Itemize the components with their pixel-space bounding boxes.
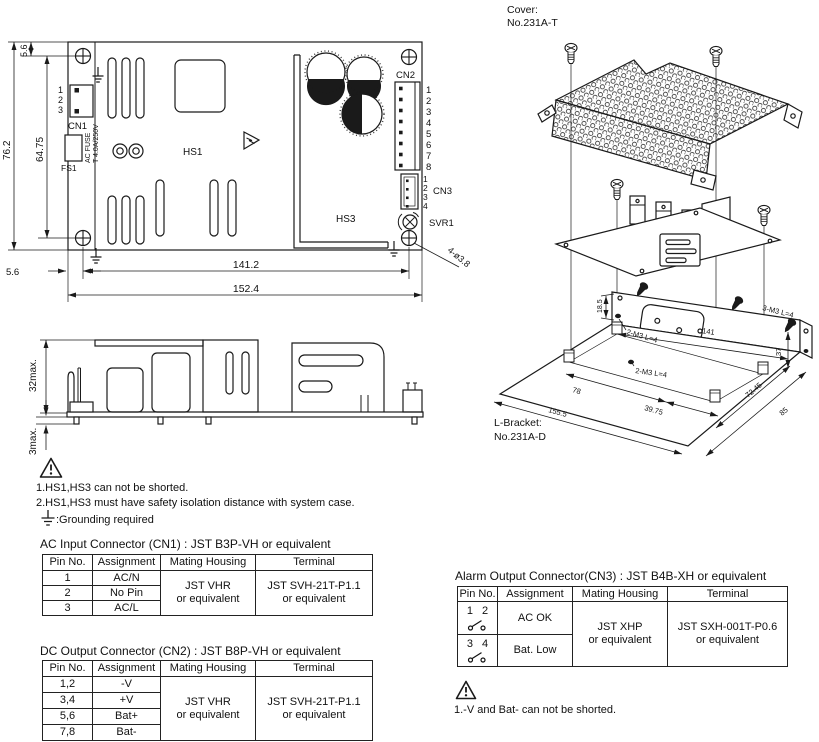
pcb-screw-icon (611, 179, 623, 199)
table-header-row (458, 587, 788, 602)
terminal-cell (256, 571, 373, 616)
screw-spec-2m3: 2-M3 L=4 (634, 366, 668, 380)
dim-18-5: 18.5 (597, 299, 604, 313)
standoff-icon (564, 350, 574, 362)
pin-cell: 1,2 (43, 677, 93, 693)
cover-part-number: No.231A-T (507, 17, 558, 29)
assignment-cell: Bat. Low (498, 635, 573, 667)
housing-line: or equivalent (176, 593, 240, 605)
cn3-connector (401, 174, 452, 211)
dim-pin-length: 3max. (28, 427, 39, 455)
hs3-label: HS3 (336, 214, 356, 225)
cn1-label: CN1 (68, 121, 88, 132)
mounting-screw-icon (402, 50, 417, 65)
note-line-1: 1.HS1,HS3 can not be shorted. (36, 482, 189, 494)
chassis-feet (74, 417, 417, 424)
cn3-pin-label: 1 (423, 174, 428, 184)
cn2-connector (395, 70, 431, 173)
cn3-pin-label: 2 (423, 183, 428, 193)
cn1-table (42, 554, 373, 616)
standoff-icon (710, 390, 720, 402)
pin-numbers: 3 4 (466, 637, 489, 650)
cn1-pin-label: 1 (57, 85, 63, 95)
dim-72-45: 72.45 (743, 380, 764, 400)
cover-perforated (538, 60, 802, 190)
cn2-pin-label: 7 (426, 151, 432, 162)
cn2-pin-label: 5 (426, 129, 432, 140)
housing-cell (161, 571, 256, 616)
cn2-table-title: DC Output Connector (CN2) : JST B8P-VH or equivalent (40, 644, 341, 658)
assignment-cell: -V (93, 677, 161, 693)
terminal-cell (668, 602, 788, 667)
cover-screw-icon (565, 43, 577, 63)
col-header: Pin No. (43, 555, 93, 571)
housing-cell (573, 602, 668, 667)
exploded-view-drawing (494, 4, 812, 456)
cn3-pin-label: 4 (423, 201, 428, 211)
cn2-pin-label: 1 (426, 85, 432, 96)
cn1-table-title: AC Input Connector (CN1) : JST B3P-VH or equivalent (40, 537, 331, 551)
side-view-drawing (28, 340, 423, 455)
table-row (43, 677, 373, 693)
cn1-pin-label: 2 (57, 95, 63, 105)
pin-numbers: 1 2 (466, 605, 489, 618)
top-view-drawing (2, 42, 472, 302)
pin-cell (458, 602, 498, 635)
pin-cell: 5,6 (43, 709, 93, 725)
fuse-rating-label: T 4.0A/250V (93, 124, 100, 163)
col-header: Terminal (668, 587, 788, 602)
cn3-table-title: Alarm Output Connector(CN3) : JST B4B-XH or equivalent (455, 569, 767, 583)
assignment-cell: AC/L (93, 601, 161, 616)
housing-line: JST XHP (597, 621, 643, 634)
relay-contact-icon (467, 651, 489, 663)
cn3-label: CN3 (433, 186, 453, 197)
dim-width-total: 152.4 (232, 283, 260, 295)
terminal-line: or equivalent (696, 634, 759, 646)
table-row (43, 571, 373, 586)
col-header: Mating Housing (161, 661, 256, 677)
pin-cell: 2 (43, 586, 93, 601)
housing-line: or equivalent (176, 708, 240, 721)
mounting-screw-icon (76, 49, 91, 64)
cn2-table (42, 660, 373, 741)
housing-line: JST VHR (185, 695, 231, 708)
chassis-base (67, 412, 423, 417)
cn3-pin-label: 3 (423, 192, 428, 202)
cn2-label: CN2 (396, 70, 416, 81)
col-header: Assignment (93, 555, 161, 571)
terminal-line: or equivalent (282, 708, 346, 721)
warning-triangle-icon (38, 456, 64, 480)
warning-triangle-icon (454, 679, 478, 701)
screw-spec-2m3: 2-M3 L=4 (625, 327, 659, 345)
cn2-pin-label: 6 (426, 140, 432, 151)
col-header: Mating Housing (573, 587, 668, 602)
hs1-label: HS1 (183, 147, 203, 158)
side-view-dimensions (28, 340, 95, 455)
mounting-hole-dim: 4-ø3.8 (445, 244, 473, 270)
grounding-note: :Grounding required (56, 514, 154, 526)
cn1-pin-label: 3 (57, 105, 63, 115)
pcb-screw-icon (758, 205, 770, 225)
terminal-cell (256, 677, 373, 741)
fuse-rating-label: AC FUSE (85, 132, 92, 163)
dim-left-offset: 5.6 (6, 267, 20, 278)
terminal-line: JST SVH-21T-P1.1 (267, 695, 361, 708)
dim-side-height: 32max. (28, 359, 39, 392)
cn2-pin-label: 3 (426, 107, 432, 118)
pin-cell: 3 (43, 601, 93, 616)
assignment-cell: AC OK (498, 602, 573, 635)
pcb-assembly (556, 196, 780, 276)
col-header: Pin No. (43, 661, 93, 677)
cover-title: Cover: (507, 4, 538, 16)
terminal-line: JST SXH-001T-P0.6 (677, 621, 778, 634)
top-view-dimensions-bottom (6, 247, 422, 302)
side-components (68, 340, 422, 412)
cover-screw-icon (710, 46, 722, 66)
col-header: Assignment (498, 587, 573, 602)
ground-icon (41, 510, 55, 527)
cn3-table (457, 586, 788, 667)
note-line-2: 2.HS1,HS3 must have safety isolation distance with system case. (36, 497, 355, 509)
cn2-pin-label: 2 (426, 96, 432, 107)
dim-39-75: 39.75 (643, 403, 664, 417)
housing-line: or equivalent (588, 634, 652, 646)
mounting-screw-icon (76, 231, 91, 246)
dim-37: 37 (774, 347, 783, 356)
pin-cell: 3,4 (43, 693, 93, 709)
dim-78: 78 (571, 385, 582, 397)
assignment-cell: No Pin (93, 586, 161, 601)
dim-top-offset: 5.6 (19, 44, 29, 57)
table-row (458, 602, 788, 635)
cn2-pin-label: 8 (426, 162, 432, 173)
standoff-icon (612, 322, 622, 334)
housing-cell (161, 677, 256, 741)
dim-85: 85 (777, 405, 790, 418)
dim-hole-span: 141.2 (232, 259, 260, 271)
pin-cell: 7,8 (43, 725, 93, 741)
terminal-line: JST SVH-21T-P1.1 (267, 580, 361, 593)
pin-cell (458, 635, 498, 667)
dim-141: 141 (701, 326, 716, 337)
dim-height-total: 76.2 (2, 140, 13, 160)
assignment-cell: Bat+ (93, 709, 161, 725)
col-header: Terminal (256, 661, 373, 677)
bracket-title: L-Bracket: (494, 417, 542, 429)
assignment-cell: Bat- (93, 725, 161, 741)
dim-155-5: 155.5 (547, 405, 568, 419)
cn2-pin-label: 4 (426, 118, 432, 129)
relay-contact-icon (467, 619, 489, 631)
standoff-icon (758, 362, 768, 374)
assignment-cell: AC/N (93, 571, 161, 586)
col-header: Pin No. (459, 587, 496, 600)
pin-cell: 1 (43, 571, 93, 586)
table-header-row (43, 661, 373, 677)
bracket-part-number: No.231A-D (494, 431, 546, 443)
dim-screw-span: 64.75 (35, 136, 46, 162)
col-header: Assignment (93, 661, 161, 677)
fs1-label: FS1 (61, 163, 77, 173)
terminal-line: or equivalent (282, 593, 346, 605)
col-header: Mating Housing (161, 555, 256, 571)
table-header-row (43, 555, 373, 571)
alarm-note: 1.-V and Bat- can not be shorted. (454, 704, 617, 716)
svr1-label: SVR1 (429, 218, 454, 229)
col-header: Terminal (256, 555, 373, 571)
assignment-cell: +V (93, 693, 161, 709)
transformer-block (660, 234, 700, 266)
housing-line: JST VHR (185, 580, 231, 593)
screw-spec-3m3: 3-M3 L=4 (761, 303, 795, 320)
